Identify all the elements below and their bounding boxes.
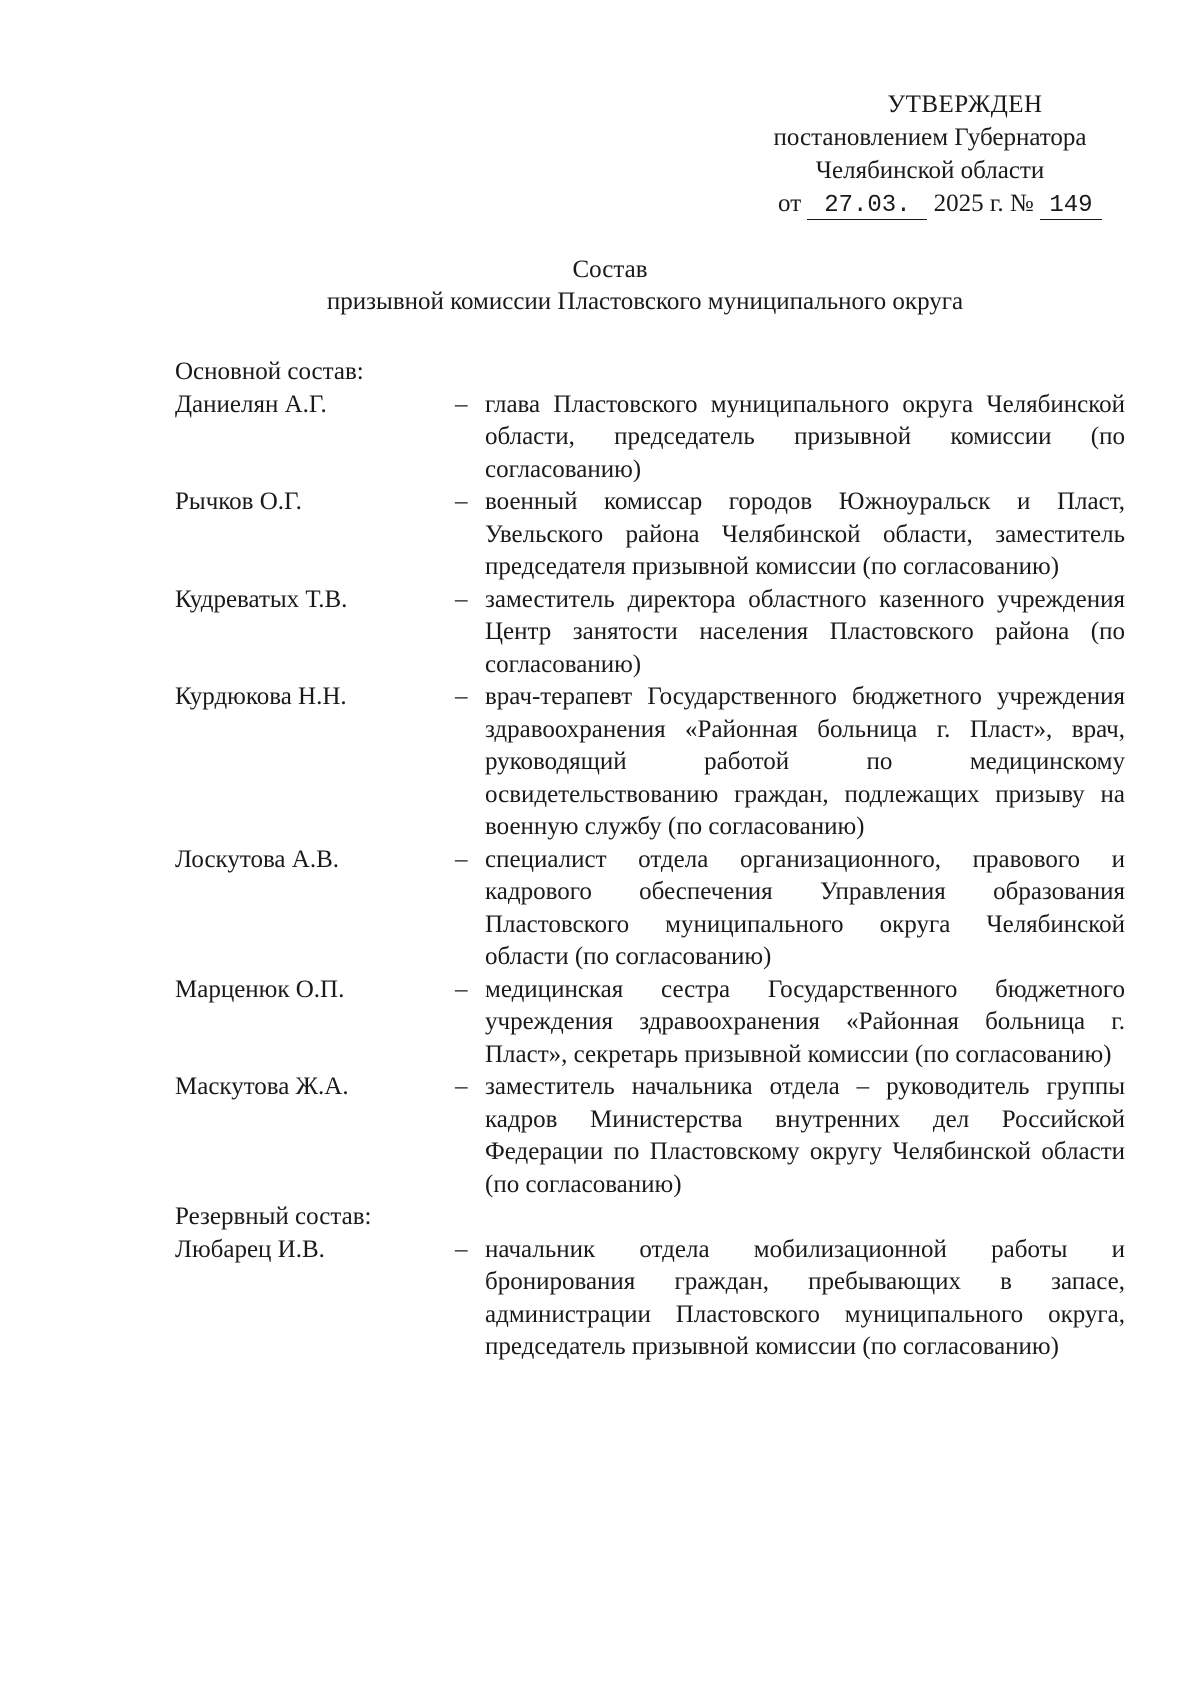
member-name: Лоскутова А.В. — [175, 845, 339, 873]
member-role: специалист отдела организационного, правового и кадрового обеспечения Управления образования Пластовского муниципального округа Челябинской области (по согласованию) — [485, 845, 1125, 970]
member-dash: – — [455, 1235, 468, 1263]
approval-block — [740, 88, 1120, 220]
approval-stamp: УТВЕРЖДЕН — [887, 91, 1043, 118]
approval-date: 27.03. — [807, 193, 927, 220]
member-dash: – — [455, 585, 468, 613]
approval-line-2: Челябинской области — [815, 157, 1045, 184]
member-row — [175, 584, 1125, 682]
approval-number: 149 — [1040, 193, 1102, 220]
member-role: военный комиссар городов Южноуральск и Пласт, Увельского района Челябинской области, заместитель председателя призывной комиссии (по согласованию) — [485, 488, 1125, 580]
member-row — [175, 389, 1125, 487]
member-role: медицинская сестра Государственного бюджетного учреждения здравоохранения «Районная больница г. Пласт», секретарь призывной комиссии (по согласованию) — [485, 975, 1125, 1068]
member-name: Любарец И.В. — [175, 1235, 325, 1263]
member-dash: – — [455, 845, 468, 873]
title-line-1: Состав — [572, 256, 648, 283]
member-dash: – — [455, 975, 468, 1003]
member-dash: – — [455, 683, 468, 710]
member-name: Кудреватых Т.В. — [175, 585, 348, 613]
member-row — [175, 974, 1125, 1072]
member-dash: – — [455, 390, 468, 418]
member-dash: – — [455, 488, 468, 515]
member-role: врач-терапевт Государственного бюджетного учреждения здравоохранения «Районная больница г. Пласт», врач, руководящий работой по медицинскому освидетельствованию граждан, подлежащих призыву на военную службу (по согласованию) — [485, 683, 1125, 840]
commission-members — [175, 356, 1125, 1364]
member-name: Курдюкова Н.Н. — [175, 683, 347, 710]
member-row — [175, 1234, 1125, 1364]
approval-date-line — [740, 187, 1120, 220]
approval-line-1: постановлением Губернатора — [773, 124, 1087, 151]
member-name: Даниелян А.Г. — [175, 390, 327, 418]
member-dash: – — [455, 1073, 468, 1100]
member-row — [175, 1071, 1125, 1201]
approval-year: 2025 г. № — [933, 190, 1034, 217]
member-name: Марценюк О.П. — [175, 975, 345, 1003]
member-row — [175, 844, 1125, 974]
member-name: Рычков О.Г. — [175, 488, 302, 515]
member-role: начальник отдела мобилизационной работы и бронирования граждан, пребывающих в запасе, администрации Пластовского муниципального округа, председатель призывной комиссии (по согласованию) — [485, 1235, 1125, 1360]
member-role: заместитель директора областного казенного учреждения Центр занятости населения Пластовского района (по согласованию) — [485, 585, 1125, 678]
member-name: Маскутова Ж.А. — [175, 1073, 349, 1100]
title-line-2: призывной комиссии Пластовского муниципального округа — [326, 288, 964, 315]
main-section-label: Основной состав: — [175, 358, 364, 385]
reserve-section-label: Резервный состав: — [175, 1203, 372, 1230]
member-role: глава Пластовского муниципального округа Челябинской области, председатель призывной комиссии (по согласованию) — [485, 390, 1125, 483]
member-role: заместитель начальника отдела – руководитель группы кадров Министерства внутренних дел Российской Федерации по Пластовскому округу Челябинской области (по согласованию) — [485, 1073, 1125, 1198]
member-row — [175, 681, 1125, 844]
approval-from: от — [778, 190, 802, 217]
member-row — [175, 486, 1125, 584]
document-title — [0, 254, 1200, 318]
